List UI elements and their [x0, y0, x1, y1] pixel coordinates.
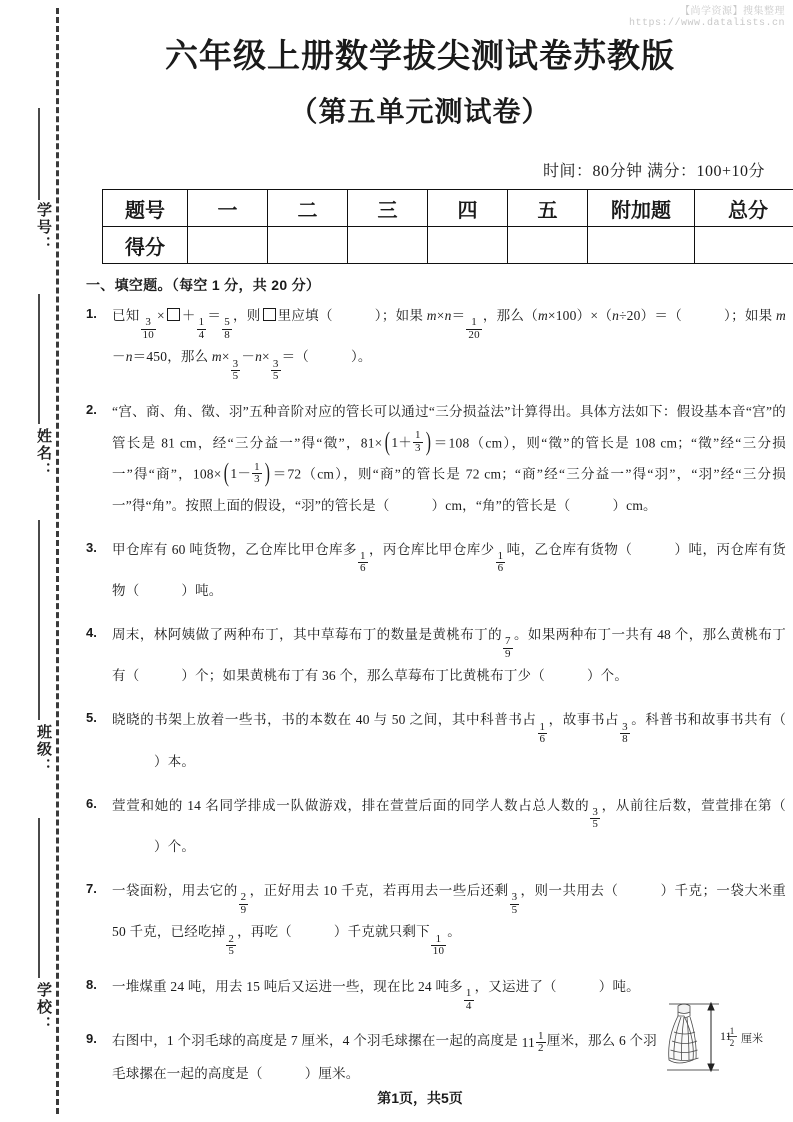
q9-fraction-1-2: $\frac{1}{2}$ — [538, 1029, 544, 1055]
q4-fraction-7-9: $\frac{7}{9}$ — [505, 635, 511, 660]
q5-t4: ）本。 — [154, 753, 196, 769]
q9-t1: 右图中，1 个羽毛球的高度是 7 厘米，4 个羽毛球摞在一起的高度是 — [112, 1033, 518, 1049]
dashed-fold-line — [56, 8, 59, 1114]
score-table-col-3: 四 — [428, 190, 508, 227]
figure-label-whole: 11 — [720, 1029, 732, 1043]
q9-t3: ）厘米。 — [304, 1066, 360, 1082]
q1-var-n-3: n — [125, 349, 133, 365]
q7-t1: 一袋面粉，用去它的 — [112, 882, 238, 898]
margin-rule-3 — [38, 520, 40, 720]
q8-fraction-1-4: $\frac{1}{4}$ — [465, 986, 472, 1012]
page-footer: 第1页，共5页 — [377, 1090, 463, 1106]
margin-rule-1 — [38, 108, 40, 200]
score-table-col-1: 二 — [268, 190, 348, 227]
score-cell-4[interactable] — [508, 227, 588, 264]
question-3 — [86, 534, 786, 606]
left-margin-strip — [0, 0, 70, 1122]
q3-t5: ）吨。 — [181, 582, 223, 598]
question-1-body: 已知 $\frac{3}{10}$ × ＋ $\frac{1}{4}$ ＝ $\frac{5}{8}$ ，则 里应填（ ）；如果 m×n＝ $\frac{1}{20}$ ，那么（m×100）×（n÷20）＝（ ）；如果 m－n＝450，那么 m× $\frac{3}{5}$ －n× $\frac{3}{5}$ ＝（ ）。 — [112, 308, 786, 383]
score-cell-0[interactable] — [188, 227, 268, 264]
q1-t7: ÷20）＝（ — [619, 308, 682, 323]
q9-mixed-number — [522, 1027, 547, 1058]
question-9-number: 9. — [86, 1031, 97, 1047]
q7-fraction-2-9: $\frac{2}{9}$ — [240, 891, 247, 916]
question-5-body — [112, 704, 786, 776]
table-row-header — [103, 190, 793, 227]
q1-t6: ×100）×（ — [547, 308, 613, 323]
question-5 — [86, 704, 786, 776]
question-2-number: 2. — [86, 401, 97, 417]
q7-t4: ）千克；一袋大米重 50 千克，已经吃掉 — [112, 882, 786, 940]
question-7-number: 7. — [86, 880, 97, 896]
score-table-col-4: 五 — [508, 190, 588, 227]
q1-t10: ＝450，那么 — [132, 349, 209, 365]
q1-t11: × — [221, 349, 230, 365]
q1-var-n-2: n — [612, 308, 620, 323]
question-3-body — [112, 534, 786, 606]
q1-fraction-1-20: $\frac{1}{20}$ — [468, 316, 480, 341]
score-table-col-6: 总分 — [695, 190, 793, 227]
q7-fraction-3-5: $\frac{3}{5}$ — [511, 891, 518, 916]
q1-t8: ）；如果 — [723, 308, 773, 323]
q1-t5: ，那么（ — [482, 308, 538, 323]
question-1-number: 1. — [86, 306, 97, 321]
q1-t3: 里应填（ — [277, 308, 333, 323]
q8-t2: ，又运进了（ — [474, 978, 557, 994]
page-title: 六年级上册数学拔尖测试卷苏教版 — [165, 39, 675, 75]
q1-fraction-3-10: $\frac{3}{10}$ — [142, 316, 154, 341]
question-1 — [86, 300, 786, 383]
question-2-body — [112, 396, 786, 521]
q2-fraction-1-3-b: $\frac{1}{3}$ — [254, 460, 260, 486]
q1-t2: ，则 — [232, 308, 261, 323]
q6-fraction-3-5: $\frac{3}{5}$ — [592, 805, 599, 831]
q3-t3: 吨，乙仓库有货物（ — [506, 541, 633, 557]
question-4-number: 4. — [86, 624, 97, 640]
q6-t2: ，从前往后数，萱萱排在第（ — [601, 797, 786, 813]
q3-fraction-1-6-a: $\frac{1}{6}$ — [360, 549, 366, 575]
score-table-row-label-1: 得分 — [103, 227, 188, 264]
q5-fraction-3-8: $\frac{3}{8}$ — [622, 720, 628, 746]
shuttlecock-figure — [661, 998, 789, 1082]
score-cell-1[interactable] — [268, 227, 348, 264]
q4-t2: 。如果两种布丁一共有 48 个，那么黄桃布丁有（ — [112, 626, 786, 684]
q3-t1: 甲仓库有 60 吨货物，乙仓库比甲仓库多 — [112, 541, 357, 557]
page-subtitle: （第五单元测试卷） — [289, 97, 551, 128]
q7-t5: ，再吃（ — [237, 924, 292, 940]
score-table-row-label-0: 题号 — [103, 190, 188, 227]
margin-label-class: 班级： — [35, 724, 52, 775]
q3-t2: ，丙仓库比甲仓库少 — [368, 541, 495, 557]
question-list — [86, 300, 786, 1102]
q2-t1: “宫、商、角、徵、羽”五种音阶对应的管长可以通过“三分损益法”计算得出。具体方法如下：假设基本音“宫”的管长是 81 cm，经“三分益一”得“徵”，81× — [112, 403, 786, 451]
question-9-body — [112, 1025, 657, 1089]
q2-t4: ）cm，“角”的管长是（ — [431, 497, 571, 513]
question-6-body — [112, 790, 786, 862]
q1-var-n-1: n — [444, 308, 452, 323]
q5-fraction-1-6: $\frac{1}{6}$ — [539, 720, 546, 746]
q1-t15: ）。 — [350, 349, 372, 365]
q2-t2: ＝108（cm），则“徵”的管长是 108 cm；“徵”经“三分损一”得“商”，108× — [112, 435, 786, 482]
q1-var-m-3: m — [776, 308, 786, 323]
question-8-number: 8. — [86, 976, 97, 992]
q3-t4: ）吨，丙仓库有货物（ — [112, 541, 786, 598]
q5-t3: 。科普书和故事书共有（ — [630, 712, 787, 728]
watermark-source: 【尚学资源】搜集整理 — [680, 6, 785, 17]
q6-t3: ）个。 — [154, 838, 196, 854]
q5-t2: ，故事书占 — [548, 712, 620, 728]
q1-t12: － — [241, 349, 256, 365]
q4-t4: ）个。 — [586, 668, 629, 684]
q6-t1: 萱萱和她的 14 名同学排成一队做游戏，排在萱萱后面的同学人数占总人数的 — [112, 797, 590, 813]
q8-t1: 一堆煤重 24 吨，用去 15 吨后又运进一些，现在比 24 吨多 — [112, 978, 463, 994]
question-6 — [86, 790, 786, 862]
q8-t3: ）吨。 — [598, 978, 640, 994]
watermark-url: https://www.datalists.cn — [628, 18, 785, 29]
q1-var-n-4: n — [255, 349, 263, 365]
score-cell-2[interactable] — [348, 227, 428, 264]
score-cell-5[interactable] — [588, 227, 695, 264]
q9-t2: 厘米，那么 6 个羽毛球摞在一起的高度是（ — [112, 1033, 657, 1082]
figure-label-numerator: 1 — [729, 1026, 735, 1036]
question-4-body — [112, 619, 786, 691]
q1-t14: ＝（ — [281, 349, 309, 365]
shuttlecock-icon — [669, 1004, 699, 1063]
q2-t5: ）cm。 — [612, 497, 657, 513]
q7-t6: ）千克就只剩下 — [333, 924, 430, 940]
q1-box-1 — [167, 308, 180, 321]
score-table — [102, 189, 793, 264]
figure-label-unit: 厘米 — [741, 1033, 763, 1045]
q1-t13: × — [262, 349, 270, 365]
question-3-number: 3. — [86, 539, 97, 555]
q2-paren1-lead: 1＋ — [391, 434, 413, 450]
question-4 — [86, 619, 786, 691]
score-cell-3[interactable] — [428, 227, 508, 264]
question-7-body — [112, 875, 786, 958]
q7-fraction-2-5: $\frac{2}{5}$ — [228, 932, 235, 958]
margin-rule-2 — [38, 294, 40, 424]
q2-fraction-1-3-a: $\frac{1}{3}$ — [415, 429, 421, 454]
q1-box-2 — [263, 308, 276, 321]
score-table-col-2: 三 — [348, 190, 428, 227]
q1-fraction-3-5-a: $\frac{3}{5}$ — [232, 357, 239, 383]
score-table-col-5: 附加题 — [588, 190, 695, 227]
q5-t1: 晓晓的书架上放着一些书，书的本数在 40 与 50 之间，其中科普书占 — [112, 712, 537, 728]
q4-t3: ）个；如果黄桃布丁有 36 个，那么草莓布丁比黄桃布丁少（ — [181, 668, 545, 684]
watermark — [629, 6, 785, 30]
q1-t4: ）；如果 — [374, 308, 424, 323]
q2-paren-group-1: ( 1＋ $\frac{1}{3}$ ) — [384, 426, 431, 456]
q1-fraction-1-4: $\frac{1}{4}$ — [198, 316, 205, 341]
question-7 — [86, 875, 786, 958]
q1-t9: － — [112, 349, 126, 365]
score-table-col-0: 一 — [188, 190, 268, 227]
q4-t1: 周末，林阿姨做了两种布丁，其中草莓布丁的数量是黄桃布丁的 — [112, 626, 503, 642]
q1-var-m-1: m — [426, 308, 437, 323]
q7-fraction-1-10: $\frac{1}{10}$ — [432, 932, 445, 958]
margin-label-student-id: 学号： — [35, 202, 52, 253]
exam-page — [70, 0, 793, 1122]
q2-paren2-lead: 1－ — [230, 466, 252, 482]
q7-t7: 。 — [447, 924, 461, 940]
q1-fraction-5-8: $\frac{5}{8}$ — [224, 316, 230, 341]
q3-fraction-1-6-b: $\frac{1}{6}$ — [497, 549, 504, 575]
q1-var-m-4: m — [211, 349, 222, 365]
margin-label-name: 姓名： — [35, 428, 52, 479]
margin-rule-4 — [38, 818, 40, 978]
q7-t2: ，正好用去 10 千克，若再用去一些后还剩 — [249, 882, 509, 898]
margin-label-school: 学校： — [35, 982, 52, 1033]
shuttlecock-diagram-svg — [661, 998, 789, 1082]
question-6-number: 6. — [86, 795, 97, 811]
table-row-scores — [103, 227, 793, 264]
q2-t3: ＝72（cm），则“商”的管长是 72 cm；“商”经“三分益一”得“羽”，“羽”经“三分损一”得“角”。按照上面的假设，“羽”的管长是（ — [112, 466, 786, 513]
q9-whole: 11 — [521, 1035, 536, 1051]
exam-meta-info: 时间：80分钟 满分：100+10分 — [542, 163, 765, 180]
score-cell-6[interactable] — [695, 227, 793, 264]
figure-label-denominator: 2 — [729, 1038, 735, 1048]
question-2 — [86, 396, 786, 521]
q1-var-m-2: m — [537, 308, 548, 323]
q2-paren-group-2: ( 1－ $\frac{1}{3}$ ) — [223, 458, 270, 488]
section-heading-fill-blanks: 一、填空题。（每空 1 分，共 20 分） — [86, 277, 321, 293]
question-5-number: 5. — [86, 710, 97, 726]
q1-fraction-3-5-b: $\frac{3}{5}$ — [272, 357, 279, 383]
q7-t3: ，则一共用去（ — [520, 882, 619, 898]
q1-t1: 已知 — [112, 308, 140, 323]
